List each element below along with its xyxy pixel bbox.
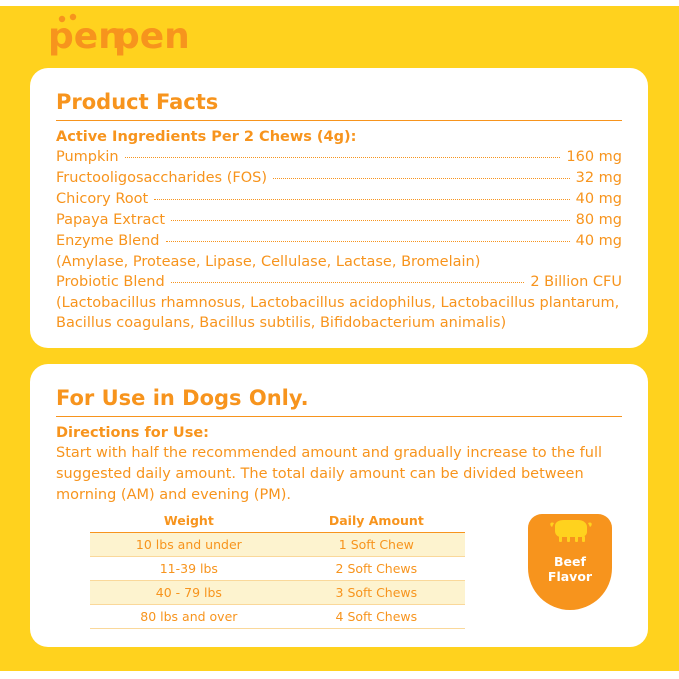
cell-weight: 10 lbs and under	[90, 533, 288, 557]
ingredient-name: Papaya Extract	[56, 212, 166, 228]
cell-amount: 3 Soft Chews	[288, 581, 465, 605]
dot-leader	[125, 157, 561, 158]
badge-shape	[528, 514, 612, 610]
directions-divider	[56, 416, 622, 417]
ingredient-amount: 160 mg	[566, 149, 622, 165]
ingredient-row	[56, 231, 622, 252]
bottom-white-band	[0, 671, 679, 679]
beef-flavor-badge	[528, 500, 612, 596]
table-row	[90, 557, 465, 581]
svg-text:pen: pen	[114, 16, 190, 56]
directions-body: Start with half the recommended amount and gradually increase to the full suggested daily amount. The total daily amount can be divided between morning (AM) and evening (PM).	[56, 445, 603, 503]
column-header-daily-amount: Daily Amount	[288, 509, 465, 533]
directions-subhead: Directions for Use:	[56, 425, 209, 441]
badge-line-1: Beef	[554, 554, 586, 569]
ingredient-row	[56, 168, 622, 189]
product-facts-divider	[56, 120, 622, 121]
product-facts-title: Product Facts	[56, 90, 219, 114]
active-ingredients-subhead: Active Ingredients Per 2 Chews (4g):	[56, 129, 357, 145]
dot-leader	[166, 241, 570, 242]
cell-amount: 4 Soft Chews	[288, 605, 465, 629]
badge-line-2: Flavor	[547, 569, 593, 584]
top-white-band	[0, 0, 679, 6]
column-header-weight: Weight	[90, 509, 288, 533]
ingredient-name: Fructooligosaccharides (FOS)	[56, 170, 267, 186]
ingredient-row	[56, 210, 622, 231]
ingredient-row	[56, 147, 622, 168]
directions-title: For Use in Dogs Only.	[56, 386, 309, 410]
probiotic-amount: 2 Billion CFU	[530, 274, 622, 290]
probiotic-blend-note: (Lactobacillus rhamnosus, Lactobacillus acidophilus, Lactobacillus plantarum, Bacillus coagulans, Bacillus subtilis, Bifidobacterium animalis)	[56, 295, 620, 331]
ingredient-name: Chicory Root	[56, 191, 149, 207]
ingredient-row	[56, 189, 622, 210]
dot-leader	[154, 199, 569, 200]
cell-amount: 2 Soft Chews	[288, 557, 465, 581]
cell-weight: 80 lbs and over	[90, 605, 288, 629]
cell-amount: 1 Soft Chew	[288, 533, 465, 557]
cell-weight: 40 - 79 lbs	[90, 581, 288, 605]
cell-weight: 11-39 lbs	[90, 557, 288, 581]
ingredient-amount: 80 mg	[575, 212, 622, 228]
ingredient-amount: 32 mg	[575, 170, 622, 186]
table-row	[90, 605, 465, 629]
table-header-row	[90, 509, 465, 533]
dot-leader	[171, 282, 525, 283]
probiotic-name: Probiotic Blend	[56, 274, 165, 290]
ingredient-name: Pumpkin	[56, 149, 119, 165]
directions-card	[30, 364, 648, 647]
enzyme-blend-note: (Amylase, Protease, Lipase, Cellulase, Lactase, Bromelain)	[56, 254, 481, 270]
ingredient-amount: 40 mg	[575, 191, 622, 207]
penpen-wordmark-icon	[44, 12, 190, 56]
ingredient-amount: 40 mg	[575, 233, 622, 249]
brand-logo	[44, 12, 190, 65]
table-row	[90, 533, 465, 557]
svg-text:pen: pen	[48, 16, 124, 56]
dosage-table	[90, 509, 465, 629]
dot-leader	[273, 178, 570, 179]
cow-icon	[528, 514, 612, 548]
dot-leader	[171, 220, 570, 221]
probiotic-row	[56, 272, 622, 293]
table-row	[90, 581, 465, 605]
ingredient-name: Enzyme Blend	[56, 233, 160, 249]
product-facts-card	[30, 68, 648, 348]
